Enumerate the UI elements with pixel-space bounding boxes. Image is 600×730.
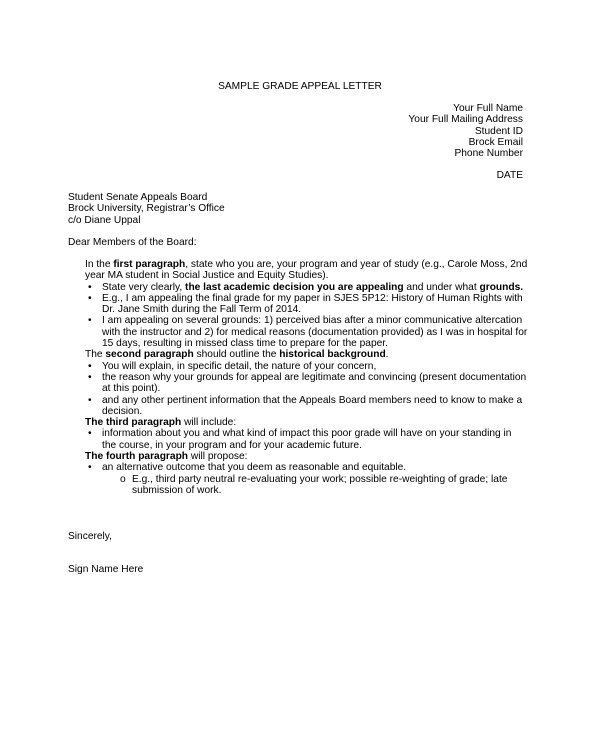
recipient-block bbox=[68, 192, 225, 226]
bold-text: second paragraph bbox=[105, 349, 194, 361]
fourth-paragraph-instruction bbox=[68, 451, 528, 462]
list-item-text: the reason why your grounds for appeal are legitimate and convincing (present documentation at this point). bbox=[102, 371, 527, 395]
text-run: and under what bbox=[403, 281, 480, 293]
bold-text: first paragraph bbox=[113, 259, 186, 270]
signature-line: Sign Name Here bbox=[68, 564, 144, 575]
list-item bbox=[68, 361, 528, 372]
third-paragraph-instruction bbox=[68, 417, 528, 428]
bold-text: The fourth paragraph bbox=[85, 451, 189, 463]
recipient-line: Student Senate Appeals Board bbox=[68, 192, 208, 203]
sender-student-id: Student ID bbox=[474, 125, 523, 137]
bold-text: grounds. bbox=[479, 281, 524, 293]
fourth-paragraph-list bbox=[68, 462, 528, 496]
list-item bbox=[68, 372, 528, 395]
list-item bbox=[68, 315, 528, 349]
first-paragraph-instruction bbox=[68, 259, 528, 282]
bullet-marker: • bbox=[88, 462, 92, 474]
closing: Sincerely, bbox=[68, 531, 112, 542]
list-item bbox=[68, 293, 528, 316]
sender-name: Your Full Name bbox=[453, 103, 523, 114]
bold-text: The third paragraph bbox=[85, 417, 182, 429]
second-paragraph-instruction bbox=[68, 349, 528, 360]
bullet-marker: • bbox=[88, 360, 92, 372]
bullet-marker: • bbox=[88, 315, 92, 327]
text-run: should outline the bbox=[193, 349, 280, 361]
salutation: Dear Members of the Board: bbox=[68, 237, 197, 248]
list-item-text: E.g., I am appealing the final grade for my paper in SJES 5P12: History of Human Rights with Dr. Jane Smith during the Fall Term of 2014. bbox=[102, 292, 523, 316]
text-run: State very clearly, bbox=[102, 281, 186, 293]
list-item-text: and any other pertinent information that the Appeals Board members need to know to make a decision. bbox=[102, 394, 523, 417]
bold-text: the last academic decision you are appealing bbox=[185, 281, 404, 293]
text-run: will propose: bbox=[188, 451, 248, 463]
list-item bbox=[68, 395, 528, 418]
bullet-marker: • bbox=[88, 292, 92, 304]
letter-title: SAMPLE GRADE APPEAL LETTER bbox=[218, 81, 382, 92]
text-run: The bbox=[85, 349, 106, 361]
letter-date: DATE bbox=[496, 170, 523, 181]
second-paragraph-list bbox=[68, 361, 528, 417]
recipient-line: Brock University, Registrar’s Office bbox=[68, 203, 225, 215]
text-run: , state who you are, your program and year of study (e.g., Carole Moss, 2nd year MA student in Social Justice and Equity Studies). bbox=[85, 259, 528, 282]
sender-address: Your Full Mailing Address bbox=[408, 114, 523, 126]
sender-phone: Phone Number bbox=[454, 148, 523, 160]
list-item-text: information about you and what kind of impact this poor grade will have on your standing in the course, in your program and for your academic future. bbox=[102, 428, 512, 451]
list-item bbox=[68, 282, 528, 293]
letter-body bbox=[68, 259, 528, 496]
first-paragraph-list bbox=[68, 282, 528, 350]
bullet-marker: • bbox=[88, 281, 92, 293]
recipient-line: c/o Diane Uppal bbox=[68, 214, 141, 226]
sub-list-item bbox=[68, 474, 528, 497]
text-run: . bbox=[385, 349, 389, 361]
sub-bullet-marker: o bbox=[120, 473, 126, 485]
list-item-text: an alternative outcome that you deem as reasonable and equitable. bbox=[102, 462, 407, 474]
third-paragraph-list bbox=[68, 428, 528, 451]
sender-block bbox=[408, 103, 523, 159]
bullet-marker: • bbox=[88, 394, 92, 406]
bullet-marker: • bbox=[88, 428, 92, 440]
sender-email: Brock Email bbox=[468, 136, 523, 148]
text-run: In the bbox=[85, 259, 114, 270]
text-run: will include: bbox=[181, 417, 237, 429]
list-item-text: I am appealing on several grounds: 1) perceived bias after a minor communicative altercation with the instructor and 2) for medical reasons (documentation provided) as I was in hospital for 15 days, resulting in missed class time to prepare for the paper. bbox=[102, 315, 528, 350]
list-item-text: E.g., third party neutral re-evaluating your work; possible re-weighting of grade; late submission of work. bbox=[132, 473, 508, 496]
list-item bbox=[68, 462, 528, 473]
list-item bbox=[68, 428, 528, 451]
list-item-text: You will explain, in specific detail, the nature of your concern, bbox=[102, 360, 377, 372]
bullet-marker: • bbox=[88, 371, 92, 383]
bold-text: historical background bbox=[279, 349, 386, 361]
